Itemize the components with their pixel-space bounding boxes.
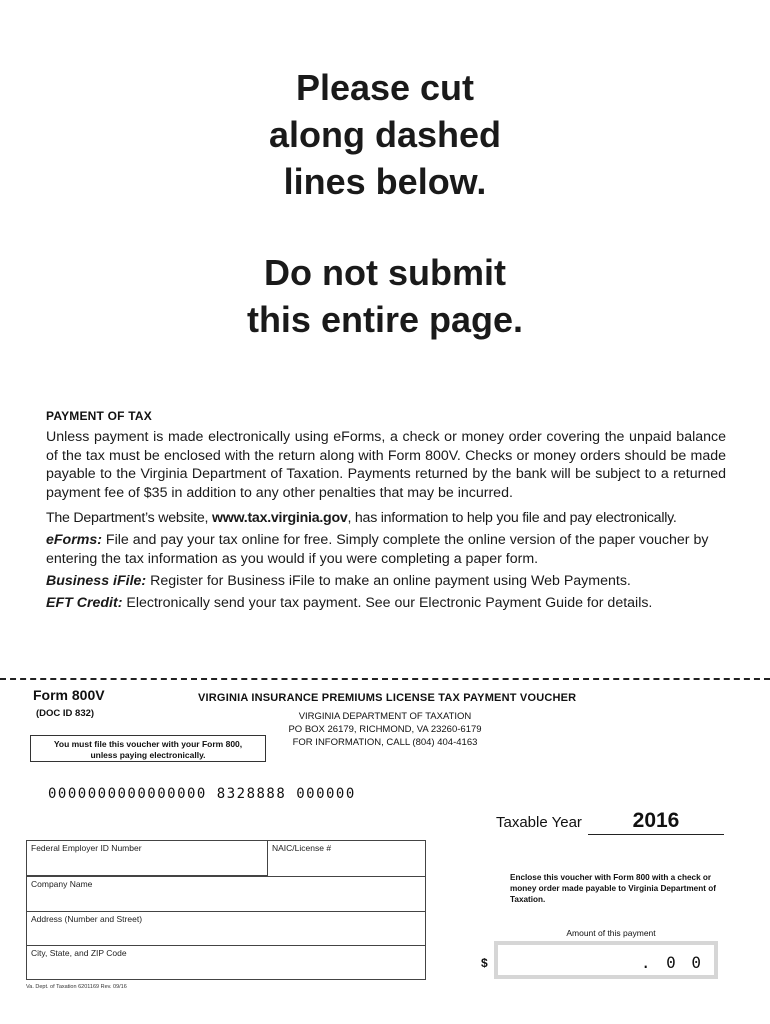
no-submit-instructions xyxy=(0,249,770,343)
website-link[interactable]: www.tax.virginia.gov xyxy=(211,510,348,526)
notice-line-2: unless paying electronically. xyxy=(90,750,206,760)
cut-instructions xyxy=(0,64,770,205)
website-paragraph xyxy=(46,509,726,528)
payment-of-tax-heading: PAYMENT OF TAX xyxy=(46,409,152,423)
company-name-label: Company Name xyxy=(31,879,93,889)
amount-label: Amount of this payment xyxy=(566,928,656,938)
form-footer-code: Va. Dept. of Taxation 6201169 Rev. 09/16 xyxy=(26,984,127,990)
department-name: VIRGINIA DEPARTMENT OF TAXATION xyxy=(298,711,472,722)
department-po-box: PO BOX 26179, RICHMOND, VA 23260-6179 xyxy=(288,724,482,735)
payment-amount-value: . 0 0 xyxy=(640,953,704,972)
cut-line-1: Please cut xyxy=(295,67,475,108)
fein-field[interactable] xyxy=(27,841,268,876)
address-label: Address (Number and Street) xyxy=(31,914,143,924)
taxable-year-value: 2016 xyxy=(588,808,724,835)
enclose-note: Enclose this voucher with Form 800 with a check or money order made payable to Virginia Department of Taxation. xyxy=(510,873,716,904)
dollar-sign: $ xyxy=(481,956,488,970)
company-name-field[interactable] xyxy=(27,876,425,911)
filing-notice-box xyxy=(30,735,266,762)
notice-line-1: You must file this voucher with your Form 800, xyxy=(53,739,243,749)
naic-license-field[interactable] xyxy=(268,841,425,876)
cut-line-2: along dashed xyxy=(268,114,502,155)
city-state-zip-label: City, State, and ZIP Code xyxy=(31,948,127,958)
eft-paragraph xyxy=(46,594,726,613)
no-submit-line-1: Do not submit xyxy=(264,252,506,293)
eforms-label: eForms: xyxy=(46,532,102,548)
payment-paragraph: Unless payment is made electronically using eForms, a check or money order covering the unpaid balance of the tax must be enclosed with the return along with Form 800V. Checks or money orders should be made payable to the Virginia Department of Taxation. Payments returned by the bank will be subject to a returned payment fee of $35 in addition to any other penalties that may be incurred. xyxy=(46,429,726,501)
city-state-zip-field[interactable] xyxy=(27,945,425,979)
website-prefix: The Department’s website, xyxy=(46,510,212,526)
website-suffix: , has information to help you file and pay electronically. xyxy=(347,510,677,526)
doc-id: (DOC ID 832) xyxy=(36,708,95,719)
address-field[interactable] xyxy=(27,911,425,946)
taxpayer-info-grid xyxy=(26,840,426,980)
department-phone: FOR INFORMATION, CALL (804) 404-4163 xyxy=(292,737,478,748)
voucher-title: VIRGINIA INSURANCE PREMIUMS LICENSE TAX PAYMENT VOUCHER xyxy=(198,692,577,704)
form-title: Form 800V xyxy=(33,687,105,703)
cut-dashed-line xyxy=(0,678,770,680)
ifile-text: Register for Business iFile to make an online payment using Web Payments. xyxy=(146,573,631,589)
eforms-paragraph xyxy=(46,531,726,568)
eft-label: EFT Credit: xyxy=(46,595,123,611)
taxable-year-label: Taxable Year xyxy=(496,814,582,831)
ifile-label: Business iFile: xyxy=(46,573,147,589)
fein-label: Federal Employer ID Number xyxy=(31,843,142,853)
naic-license-label: NAIC/License # xyxy=(272,843,332,853)
ifile-paragraph xyxy=(46,572,726,591)
eft-text: Electronically send your tax payment. See our Electronic Payment Guide for details. xyxy=(122,595,653,611)
eforms-text: File and pay your tax online for free. Simply complete the online version of the paper voucher by entering the tax information as you would if you were completing a paper form. xyxy=(46,532,709,567)
department-address xyxy=(280,710,490,749)
scan-line: 0000000000000000 8328888 000000 xyxy=(48,786,356,802)
cut-line-3: lines below. xyxy=(283,161,487,202)
payment-amount-field[interactable] xyxy=(494,941,718,979)
no-submit-line-2: this entire page. xyxy=(246,299,524,340)
